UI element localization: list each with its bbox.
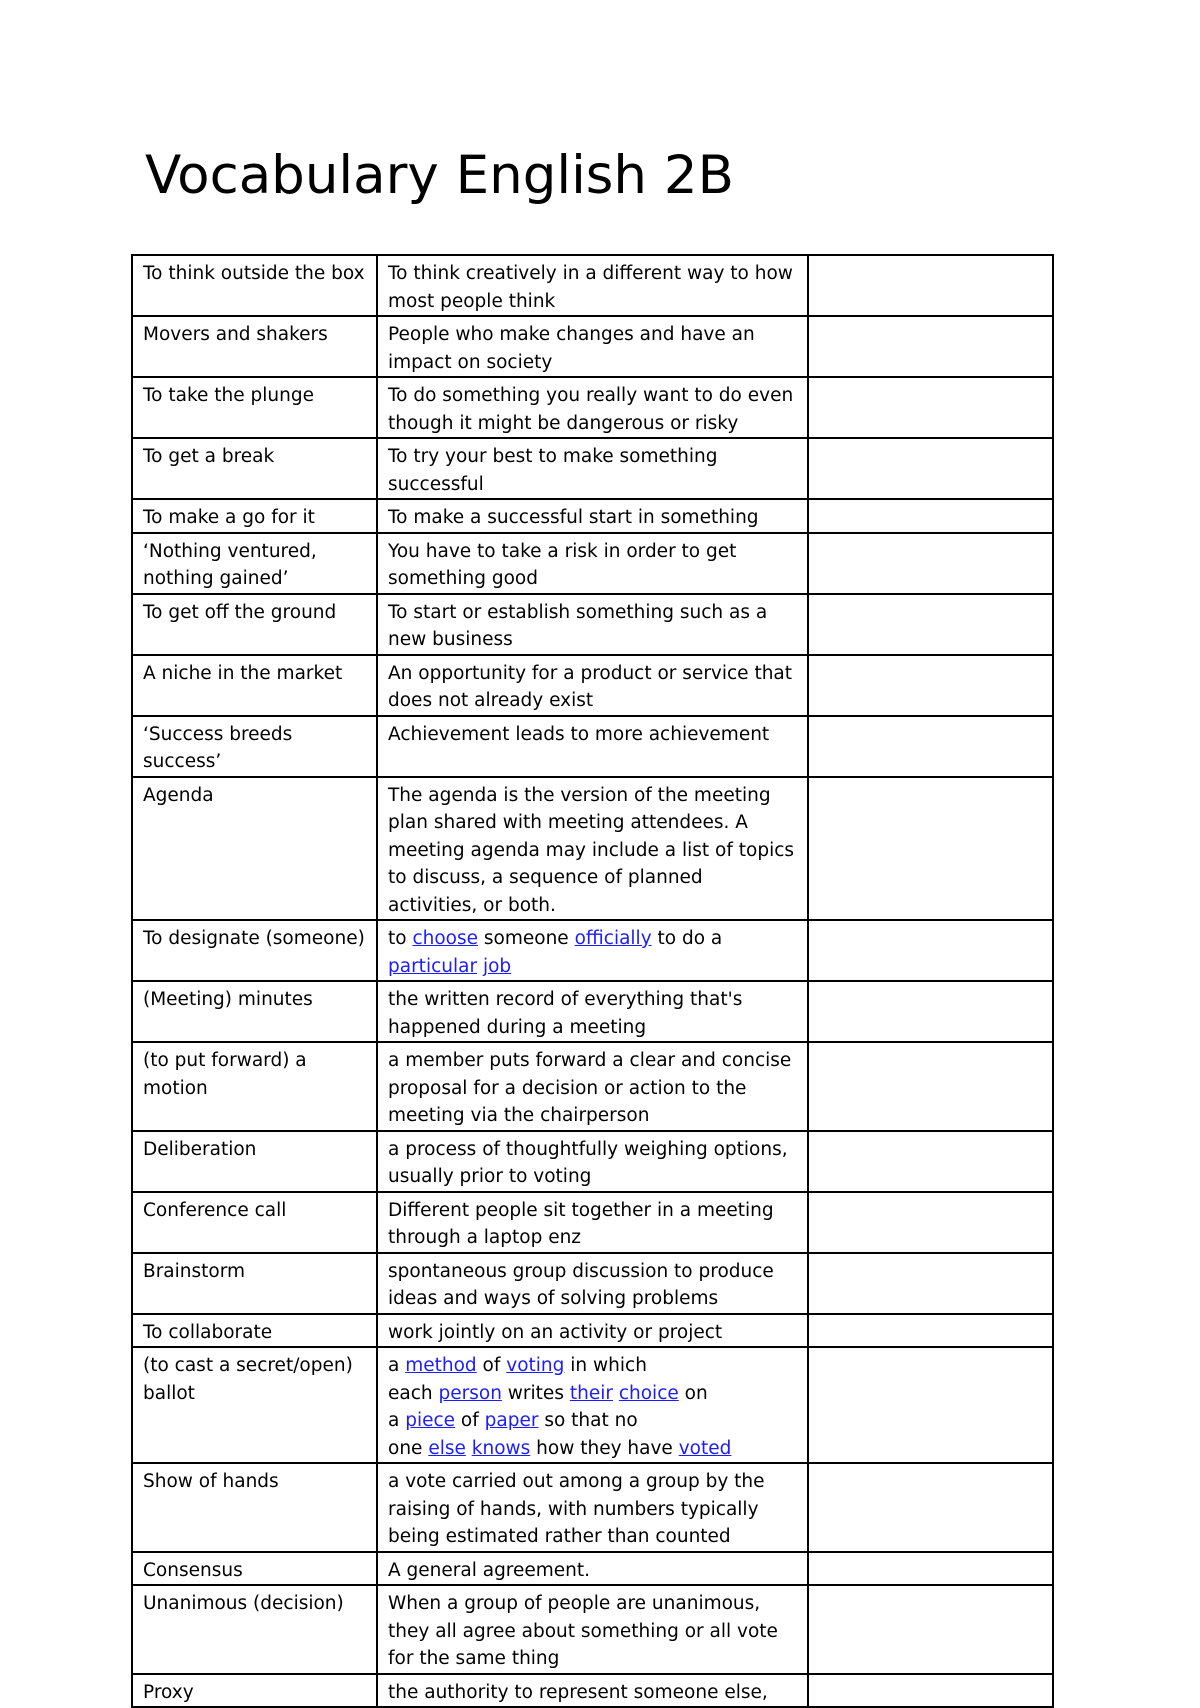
definition-link[interactable]: person — [438, 1382, 502, 1404]
table-row — [132, 1674, 1053, 1708]
definition-text: so that no — [538, 1410, 638, 1431]
definition-cell: An opportunity for a product or service that does not already exist — [377, 655, 808, 716]
definition-link[interactable]: else — [428, 1437, 466, 1459]
blank-cell — [808, 1552, 1053, 1586]
page-title: Vocabulary English 2B — [145, 145, 734, 206]
definition-line — [388, 1435, 797, 1463]
definition-link[interactable]: method — [405, 1355, 477, 1376]
term-cell: To get a break — [132, 438, 377, 499]
table-row — [132, 1042, 1053, 1131]
blank-cell — [808, 716, 1053, 777]
definition-text: someone — [478, 928, 575, 949]
term-cell: Deliberation — [132, 1131, 377, 1192]
term-cell: Movers and shakers — [132, 316, 377, 377]
blank-cell — [808, 1674, 1053, 1708]
table-row — [132, 1585, 1053, 1674]
term-cell: Agenda — [132, 777, 377, 921]
definition-cell: the authority to represent someone else, — [377, 1674, 808, 1708]
table-row — [132, 1552, 1053, 1586]
definition-text: on — [678, 1382, 708, 1404]
table-row — [132, 981, 1053, 1042]
definition-text: to do a — [651, 928, 723, 949]
definition-cell: To start or establish something such as a new business — [377, 594, 808, 655]
definition-link[interactable]: their — [569, 1382, 613, 1404]
blank-cell — [808, 655, 1053, 716]
definition-cell: The agenda is the version of the meeting plan shared with meeting attendees. A meeting agenda may include a list of topics to discuss, a sequence of planned activities, or both. — [377, 777, 808, 921]
definition-cell: a vote carried out among a group by the raising of hands, with numbers typically being estimated rather than counted — [377, 1463, 808, 1552]
blank-cell — [808, 438, 1053, 499]
definition-text: writes — [501, 1382, 570, 1404]
definition-link[interactable]: paper — [484, 1410, 539, 1431]
definition-link[interactable]: piece — [405, 1410, 456, 1431]
definition-cell: work jointly on an activity or project — [377, 1314, 808, 1348]
blank-cell — [808, 1347, 1053, 1463]
definition-cell: To try your best to make something successful — [377, 438, 808, 499]
term-cell: To designate (someone) — [132, 920, 377, 981]
table-row — [132, 655, 1053, 716]
definition-cell: Different people sit together in a meeting through a laptop enz — [377, 1192, 808, 1253]
table-row — [132, 1131, 1053, 1192]
term-cell: ‘Nothing ventured, nothing gained’ — [132, 533, 377, 594]
definition-cell: You have to take a risk in order to get something good — [377, 533, 808, 594]
blank-cell — [808, 1585, 1053, 1674]
blank-cell — [808, 1463, 1053, 1552]
definition-text: a — [388, 1410, 406, 1431]
definition-cell: To make a successful start in something — [377, 499, 808, 533]
definition-text: how they have — [530, 1437, 679, 1459]
definition-text: to — [388, 928, 413, 949]
table-row — [132, 438, 1053, 499]
table-row — [132, 777, 1053, 921]
definition-line — [388, 1352, 797, 1380]
definition-text: a — [388, 1355, 406, 1376]
table-row — [132, 594, 1053, 655]
definition-link[interactable]: choice — [618, 1382, 679, 1404]
definition-link[interactable]: knows — [471, 1437, 531, 1459]
term-cell: Brainstorm — [132, 1253, 377, 1314]
definition-text: of — [455, 1410, 485, 1431]
term-cell: Unanimous (decision) — [132, 1585, 377, 1674]
definition-link[interactable]: job — [482, 955, 512, 977]
definition-text: each — [388, 1382, 439, 1404]
term-cell: Proxy — [132, 1674, 377, 1708]
table-row — [132, 499, 1053, 533]
definition-link[interactable]: choose — [412, 928, 479, 949]
blank-cell — [808, 981, 1053, 1042]
term-cell: To collaborate — [132, 1314, 377, 1348]
blank-cell — [808, 594, 1053, 655]
definition-link[interactable]: particular — [388, 955, 478, 977]
term-cell: (Meeting) minutes — [132, 981, 377, 1042]
table-row — [132, 533, 1053, 594]
definition-cell: Achievement leads to more achievement — [377, 716, 808, 777]
definition-cell — [377, 1347, 808, 1463]
definition-link[interactable]: voted — [678, 1437, 732, 1459]
definition-text: of — [476, 1355, 507, 1376]
term-cell: To think outside the box — [132, 255, 377, 316]
table-row — [132, 316, 1053, 377]
table-row — [132, 1347, 1053, 1463]
blank-cell — [808, 316, 1053, 377]
vocabulary-table — [131, 254, 1054, 1708]
term-cell: To get off the ground — [132, 594, 377, 655]
blank-cell — [808, 1131, 1053, 1192]
blank-cell — [808, 1253, 1053, 1314]
table-row — [132, 377, 1053, 438]
term-cell: ‘Success breeds success’ — [132, 716, 377, 777]
definition-text: in which — [564, 1355, 647, 1376]
definition-cell — [377, 920, 808, 981]
term-cell: Show of hands — [132, 1463, 377, 1552]
definition-cell: People who make changes and have an impact on society — [377, 316, 808, 377]
definition-cell: a member puts forward a clear and concise proposal for a decision or action to the meeting via the chairperson — [377, 1042, 808, 1131]
term-cell: Conference call — [132, 1192, 377, 1253]
definition-cell: When a group of people are unanimous, they all agree about something or all vote for the same thing — [377, 1585, 808, 1674]
blank-cell — [808, 1042, 1053, 1131]
definition-cell: spontaneous group discussion to produce ideas and ways of solving problems — [377, 1253, 808, 1314]
term-cell: To take the plunge — [132, 377, 377, 438]
definition-link[interactable]: voting — [506, 1355, 565, 1376]
definition-line — [388, 1407, 797, 1435]
definition-cell: To do something you really want to do even though it might be dangerous or risky — [377, 377, 808, 438]
blank-cell — [808, 1192, 1053, 1253]
term-cell: To make a go for it — [132, 499, 377, 533]
blank-cell — [808, 533, 1053, 594]
definition-cell: To think creatively in a different way to how most people think — [377, 255, 808, 316]
definition-cell: the written record of everything that's happened during a meeting — [377, 981, 808, 1042]
blank-cell — [808, 777, 1053, 921]
table-row — [132, 716, 1053, 777]
term-cell: Consensus — [132, 1552, 377, 1586]
definition-cell: A general agreement. — [377, 1552, 808, 1586]
definition-text: one — [388, 1437, 429, 1459]
blank-cell — [808, 377, 1053, 438]
table-row — [132, 1463, 1053, 1552]
table-row — [132, 1314, 1053, 1348]
table-row — [132, 1253, 1053, 1314]
term-cell: (to cast a secret/open) ballot — [132, 1347, 377, 1463]
definition-link[interactable]: officially — [574, 928, 652, 949]
blank-cell — [808, 255, 1053, 316]
blank-cell — [808, 499, 1053, 533]
definition-cell: a process of thoughtfully weighing options, usually prior to voting — [377, 1131, 808, 1192]
table-row — [132, 255, 1053, 316]
table-row — [132, 920, 1053, 981]
blank-cell — [808, 920, 1053, 981]
blank-cell — [808, 1314, 1053, 1348]
definition-line — [388, 1380, 797, 1408]
term-cell: (to put forward) a motion — [132, 1042, 377, 1131]
table-row — [132, 1192, 1053, 1253]
term-cell: A niche in the market — [132, 655, 377, 716]
